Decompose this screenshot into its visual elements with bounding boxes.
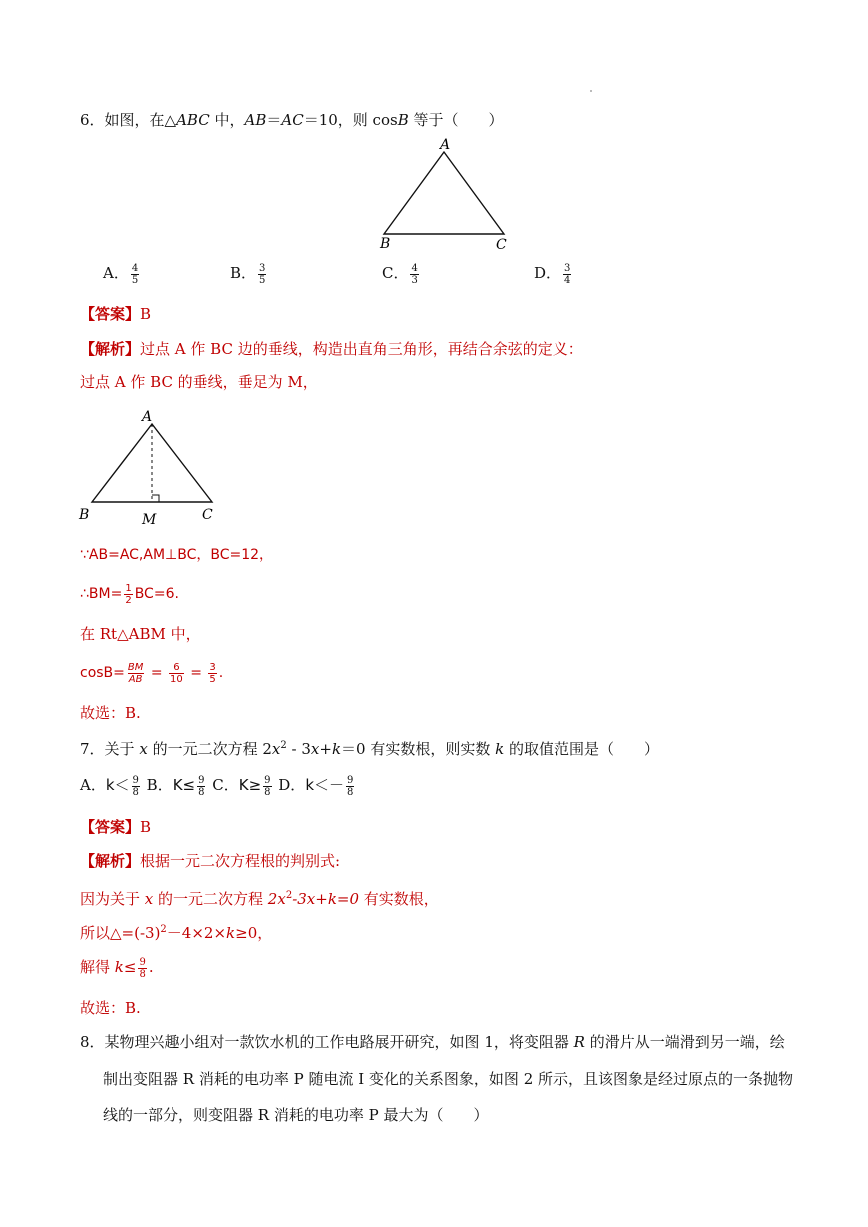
vertex-b-label: B xyxy=(380,236,391,252)
question-6-stem: 6．如图，在△ABC 中，AB＝AC＝10，则 cosB 等于（ ） xyxy=(80,111,504,129)
q7-analysis-3: 所以$\triangle=(-3)^2-4\times 2\times k\ge 0$， xyxy=(80,924,273,942)
q6-answer: 【答案】B xyxy=(80,305,152,323)
q6-step-1: ∵AB=AC,AM⊥BC，BC=12， xyxy=(80,547,274,563)
q6-option-d[interactable]: D． $\frac{3}{4}$ xyxy=(534,262,571,286)
q6-conclusion: 故选：B. xyxy=(80,704,141,722)
triangle-abc xyxy=(384,152,504,234)
point-m-label: M xyxy=(142,512,157,528)
q6-step-2: ∴BM= $\frac{1}{2}$ BC=6. xyxy=(80,582,179,606)
vertex-a-label-2: A xyxy=(142,409,153,425)
q7-conclusion: 故选：B. xyxy=(80,999,141,1017)
q6-option-a[interactable]: A． $\frac{4}{5}$ xyxy=(103,262,139,286)
page-mark xyxy=(590,90,592,92)
q6-analysis-2: 过点 A 作 BC 的垂线，垂足为 M， xyxy=(80,373,318,391)
q7-options xyxy=(80,774,356,798)
q7-analysis-1: 【解析】根据一元二次方程根的判别式: xyxy=(80,852,341,870)
vertex-c-label: C xyxy=(496,237,507,253)
q7-option-b[interactable]: B．K≤ $\frac{9}{8}$ xyxy=(141,774,205,798)
question-8-line-1: 8．某物理兴趣小组对一款饮水机的工作电路展开研究，如图 1，将变阻器 R 的滑片从一端滑到另一端，绘 xyxy=(80,1033,785,1051)
right-angle-mark xyxy=(152,495,159,502)
q7-option-a[interactable]: A．k＜ $\frac{9}{8}$ xyxy=(80,774,139,798)
q6-option-c[interactable]: C． $\frac{4}{3}$ xyxy=(382,262,418,286)
q7-option-d[interactable]: D．k＜－ $\frac{9}{8}$ xyxy=(273,774,354,798)
vertex-c-label-2: C xyxy=(202,507,213,523)
q6-option-b[interactable]: B． $\frac{3}{5}$ xyxy=(230,262,266,286)
question-7-stem: 7．关于 x 的一元二次方程 $2x^2 - 3x+k=0$ 有实数根，则实数 k 的取值范围是（ ） xyxy=(80,740,659,758)
question-8-line-3: 线的一部分，则变阻器 R 消耗的电功率 P 最大为（ ） xyxy=(103,1106,489,1124)
q7-option-c[interactable]: C．K≥ $\frac{9}{8}$ xyxy=(207,774,271,798)
vertex-b-label-2: B xyxy=(79,507,90,523)
vertex-a-label: A xyxy=(440,137,451,153)
triangle-abm-figure xyxy=(76,404,226,532)
q6-analysis-1: 【解析】过点 A 作 BC 边的垂线，构造出直角三角形，再结合余弦的定义： xyxy=(80,340,583,358)
question-8-line-2: 制出变阻器 R 消耗的电功率 P 随电流 I 变化的关系图象，如图 2 所示，且该图象是经过原点的一条抛物 xyxy=(103,1070,794,1088)
q7-answer: 【答案】B xyxy=(80,818,152,836)
q7-analysis-4: 解得 k≤ $\frac{9}{8}$ . xyxy=(80,956,154,980)
q6-step-3: 在 Rt△ABM 中， xyxy=(80,625,201,643)
q6-step-4: cosB= $\frac{BM}{AB}$ = $\frac{6}{10}$ = $\frac{3}{5}$ . xyxy=(80,661,224,685)
q7-analysis-2: 因为关于 x 的一元二次方程 $2x^2-3x+k=0$ 有实数根， xyxy=(80,890,439,908)
triangle-abc-figure xyxy=(370,134,520,254)
